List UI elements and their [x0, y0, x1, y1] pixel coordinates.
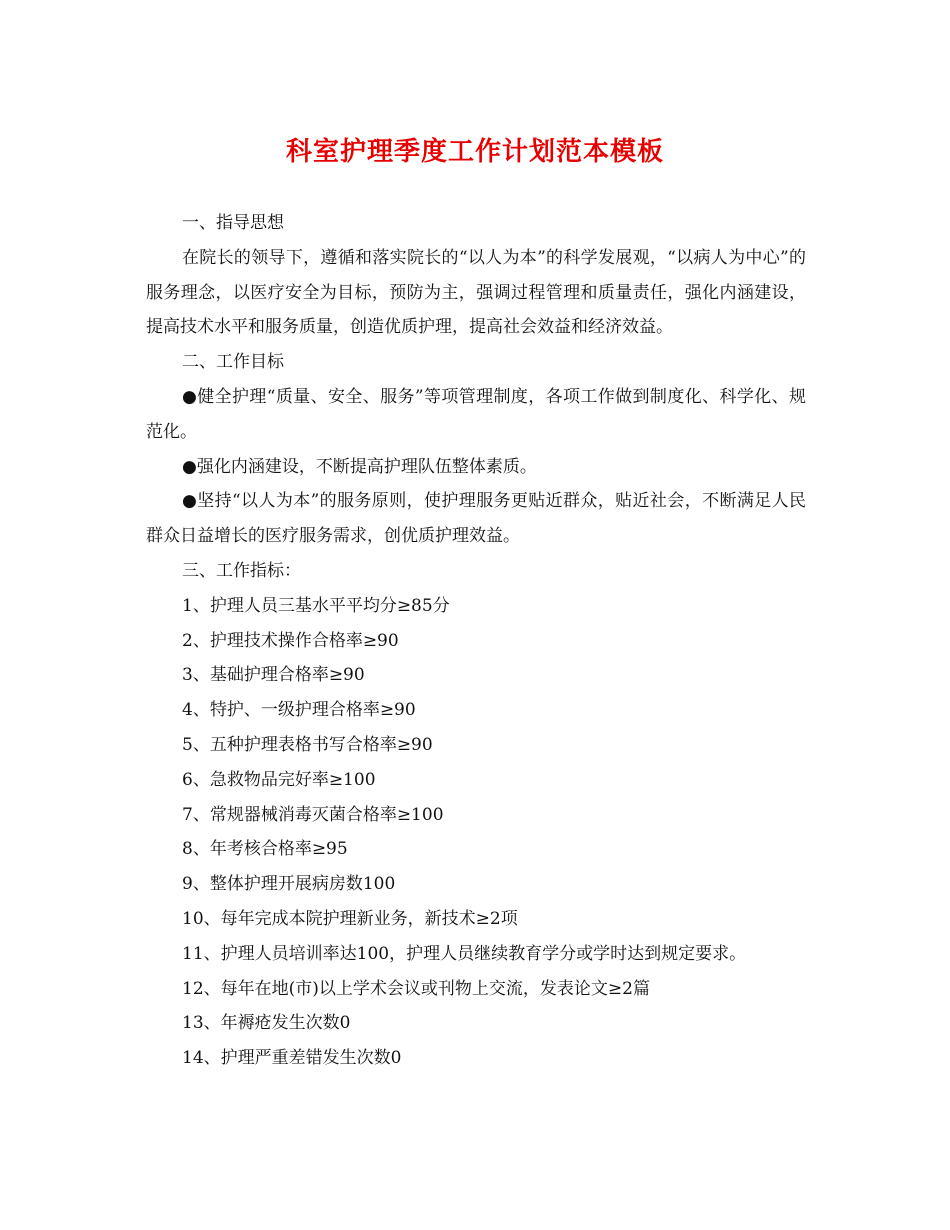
indicator-item: 6、急救物品完好率≥100 [182, 769, 376, 790]
indicator-item: 11、护理人员培训率达100，护理人员继续教育学分或学时达到规定要求。 [182, 943, 747, 964]
guiding-paragraph: 在院长的领导下，遵循和落实院长的“以人为本”的科学发展观，“以病人为中心”的服务理念，以医疗安全为目标，预防为主，强调过程管理和质量责任，强化内涵建设，提高技术水平和服务质量，创造优质护理，提高社会效益和经济效益。 [146, 247, 806, 338]
section-heading-indicators: 三、工作指标： [182, 560, 301, 581]
indicator-item: 2、护理技术操作合格率≥90 [182, 630, 399, 651]
goal-item: ●健全护理“质量、安全、服务”等项管理制度，各项工作做到制度化、科学化、规范化。 [146, 386, 806, 442]
indicator-item: 7、常规器械消毒灭菌合格率≥100 [182, 804, 444, 825]
indicator-item: 4、特护、一级护理合格率≥90 [182, 700, 416, 721]
indicator-item: 8、年考核合格率≥95 [182, 839, 348, 860]
goal-item: ●强化内涵建设，不断提高护理队伍整体素质。 [182, 456, 537, 477]
indicator-item: 12、每年在地(市)以上学术会议或刊物上交流，发表论文≥2篇 [182, 978, 650, 999]
section-heading-guiding: 一、指导思想 [182, 213, 284, 233]
indicator-item: 10、每年完成本院护理新业务，新技术≥2项 [182, 908, 518, 929]
section-heading-goals: 二、工作目标 [182, 352, 284, 373]
indicator-item: 1、护理人员三基水平平均分≥85分 [182, 595, 450, 616]
document-title: 科室护理季度工作计划范本模板 [285, 137, 664, 167]
indicator-item: 5、五种护理表格书写合格率≥90 [182, 734, 433, 755]
goal-item: ●坚持“以人为本”的服务原则，使护理服务更贴近群众，贴近社会，不断满足人民群众日益增长的医疗服务需求，创优质护理效益。 [146, 491, 806, 547]
indicator-item: 3、基础护理合格率≥90 [182, 665, 365, 686]
indicator-item: 14、护理严重差错发生次数0 [182, 1048, 402, 1069]
document-body [146, 206, 806, 1076]
indicator-item: 9、整体护理开展病房数100 [182, 874, 396, 895]
indicator-item: 13、年褥疮发生次数0 [182, 1013, 351, 1034]
